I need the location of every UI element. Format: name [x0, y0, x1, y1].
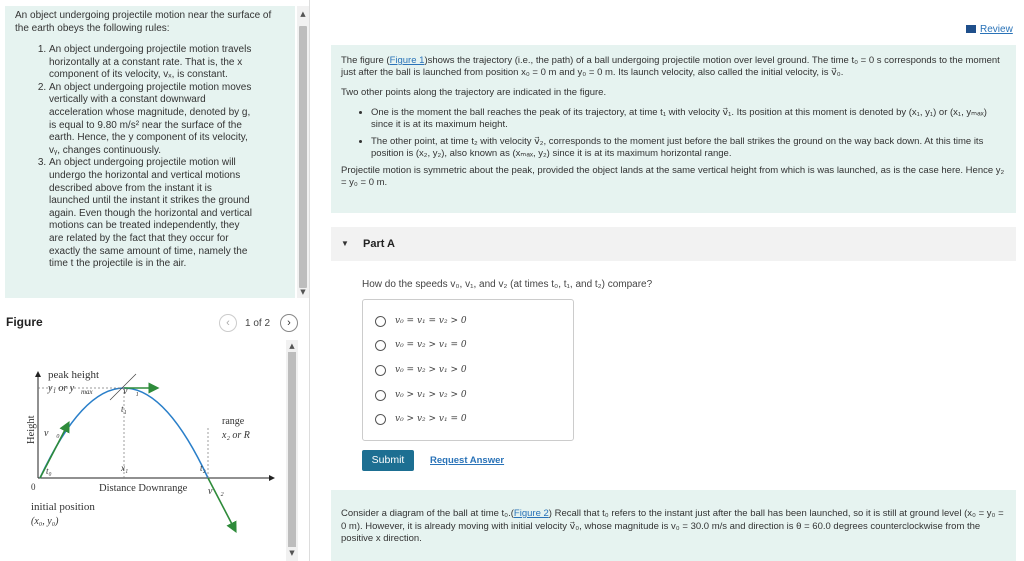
origin-label: 0 [31, 482, 36, 492]
part-a-question: How do the speeds v₀, v₁, and v₂ (at times t₀, t₁, and t₂) compare? [362, 279, 653, 290]
scroll-down-icon[interactable]: ▼ [300, 288, 306, 296]
choice-label: v₀ > v₁ > v₂ > 0 [395, 390, 467, 400]
submit-button[interactable]: Submit [362, 450, 414, 471]
figure-2-link[interactable]: Figure 2 [513, 508, 549, 519]
caret-down-icon[interactable]: ▼ [341, 239, 349, 248]
intro-text: )shows the trajectory (i.e., the path) of a ball undergoing projectile motion over level ground. The time t₀ = 0 s corresponds to the moment just after the ball is launched from position x₀ = 0 m and y₀ = 0 m. Its launch velocity, also called the initial velocity, is v⃗₀. [341, 55, 1000, 78]
y1-ymax-label: y₁ or y [48, 383, 75, 394]
intro-paragraph [341, 55, 1006, 79]
initial-coords-label: (x₀, y₀) [31, 516, 59, 527]
scroll-down-icon[interactable]: ▼ [289, 549, 295, 557]
answer-choices [362, 299, 574, 441]
rules-scrollbar[interactable] [297, 6, 309, 298]
part-a-title: Part A [363, 238, 395, 250]
choice-label: v₀ = v₂ > v₁ = 0 [395, 340, 467, 350]
figure-1-link[interactable]: Figure 1 [389, 55, 425, 66]
trajectory-diagram [0, 338, 285, 561]
scroll-up-icon[interactable]: ▲ [289, 342, 295, 350]
peak-height-label: peak height [48, 369, 100, 381]
rules-list [5, 44, 295, 271]
radio-button[interactable] [375, 340, 386, 351]
range-label: range [222, 416, 245, 427]
next-section-panel [331, 490, 1016, 561]
intro-bullets [371, 107, 1006, 160]
x2-r-label: x₂ or R [222, 430, 250, 441]
rule-item: 3. An object undergoing projectile motion will undergo the horizontal and vertical motions described above from the instant it is launched until the instant it strikes the ground again. Even though the horizontal and vertical motions can be treated independently, they are related by the fact that they occur for exactly the same amount of time, namely the time t the projectile is in the air. [49, 157, 255, 270]
v0-label: v⃗₀ [44, 428, 60, 439]
review-label: Review [980, 24, 1013, 35]
y-axis-label: Height [26, 415, 37, 444]
intro-text: The figure ( [341, 55, 390, 66]
t0-label: t₀ [46, 466, 52, 476]
figure-scrollbar[interactable] [286, 340, 298, 561]
initial-position-label: initial position [31, 501, 95, 513]
book-icon [966, 25, 976, 33]
figure-header [0, 310, 302, 336]
rule-item: 1. An object undergoing projectile motion travels horizontally at a constant rate. That is, the x component of its velocity, vₓ, is constant. [49, 44, 255, 82]
scrollbar-thumb[interactable] [299, 26, 307, 288]
rules-intro: An object undergoing projectile motion near the surface of the earth obeys the following rules: [15, 10, 272, 34]
figure-counter: 1 of 2 [245, 318, 271, 329]
choice-label: v₀ > v₂ > v₁ = 0 [395, 414, 467, 424]
left-column [0, 0, 310, 561]
bullet-landing: • The other point, at time t₂ with velocity v⃗₂, corresponds to the moment just before the ball strikes the ground on the way back down. At this time its position is (x₂, y₂), also known as (xₘₐₓ, y₂) since it is at its maximum horizontal range. [371, 136, 1006, 160]
x-axis-label: Distance Downrange [99, 483, 188, 494]
scroll-up-icon[interactable]: ▲ [300, 10, 306, 18]
v2-label: v⃗₂ [208, 486, 224, 497]
choice-label: v₀ = v₂ > v₁ > 0 [395, 365, 467, 375]
problem-intro-panel [331, 45, 1016, 213]
next-text: Consider a diagram of the ball at time t₀.( [341, 508, 514, 519]
next-text: ) Recall that t₀ refers to the instant just after the ball has been launched, so it is still at ground level (x₀ = y₀ = 0 m). However, it is already moving with initial velocity v⃗₀, whose magnitude is v₀ = 30.0 m/s and direction is θ = 60.0 degrees counterclockwise from the positive x direction. [341, 508, 1004, 544]
figure-title: Figure [6, 315, 43, 329]
ymax-sub-label: max [81, 388, 93, 396]
figure-image [0, 338, 285, 561]
choice-label: v₀ = v₁ = v₂ > 0 [395, 316, 467, 326]
part-a-header[interactable] [331, 227, 1016, 261]
scrollbar-thumb[interactable] [288, 352, 296, 547]
radio-button[interactable] [375, 316, 386, 327]
radio-button[interactable] [375, 414, 386, 425]
review-link[interactable] [966, 24, 1013, 35]
chevron-left-icon[interactable]: ‹ [219, 314, 237, 332]
radio-button[interactable] [375, 365, 386, 376]
intro-paragraph-2: Two other points along the trajectory are indicated in the figure. [341, 87, 607, 98]
bullet-peak: • One is the moment the ball reaches the peak of its trajectory, at time t₁ with velocity v⃗₁. Its position at this moment is denoted by (x₁, y₁) or (x₁, yₘₐₓ) since it is at its maximum height. [371, 107, 1006, 131]
request-answer-link[interactable]: Request Answer [430, 455, 505, 466]
rule-item: 2. An object undergoing projectile motion moves vertically with a constant downward acceleration whose magnitude, denoted by g, is equal to 9.80 m/s² near the surface of the earth. Hence, the y component of its velocity, vᵧ, changes continuously. [49, 82, 255, 158]
intro-paragraph-3: Projectile motion is symmetric about the peak, provided the object lands at the same vertical height from which is was launched, as is the case here. Hence y₂ = y₀ = 0 m. [341, 165, 1005, 188]
radio-button[interactable] [375, 390, 386, 401]
t1-label: t₁ [121, 404, 127, 414]
t2-label: t₂ [200, 463, 206, 473]
v1-label: v⃗₁ [123, 386, 139, 397]
chevron-right-icon[interactable]: › [280, 314, 298, 332]
rules-panel [5, 6, 295, 298]
x1-label: x₁ [121, 463, 129, 473]
